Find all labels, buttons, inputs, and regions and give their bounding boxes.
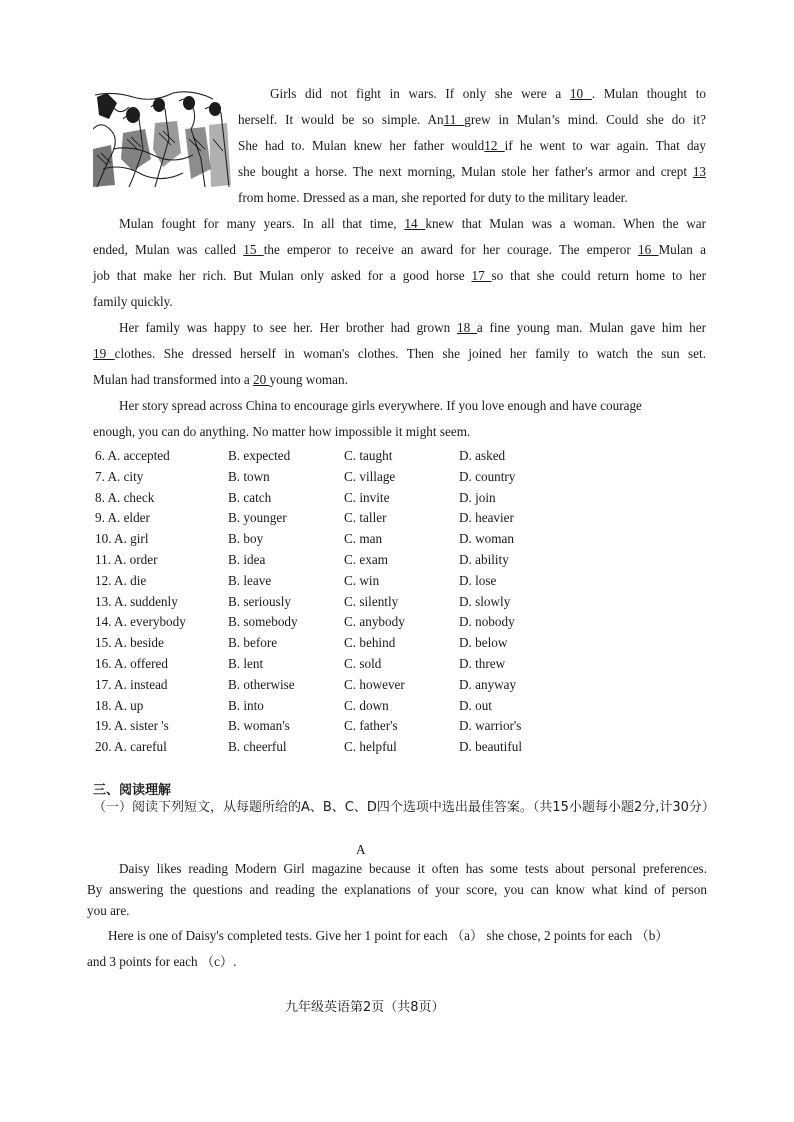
- option-11-a: 11. A. order: [95, 552, 158, 567]
- option-17-b: B. otherwise: [228, 676, 295, 692]
- option-11-b: B. idea: [228, 552, 266, 567]
- option-20-a: 20. A. careful: [95, 739, 167, 755]
- blank-20: 20: [253, 372, 270, 387]
- option-10-b: B. boy: [228, 531, 264, 547]
- text: so that she could return home to her: [491, 268, 707, 283]
- option-6-b: B. expected: [228, 448, 291, 463]
- option-12-a: 12. A. die: [95, 572, 147, 588]
- mulan-illustration: [93, 89, 233, 188]
- option-10-a: 10. A. girl: [95, 531, 149, 547]
- option-14-b: B. somebody: [228, 614, 298, 630]
- option-8-d: D. join: [459, 489, 496, 505]
- story-line-3: [238, 133, 706, 159]
- option-19-c: C. father's: [344, 718, 398, 734]
- option-7-b: B. town: [228, 468, 270, 484]
- text: herself. It would be so simple. An: [238, 112, 444, 127]
- passage-a-line-3: you are.: [87, 903, 130, 918]
- text: clothes. She dressed herself in woman's clothes. Then she joined her family to watch the sun set.: [114, 346, 706, 361]
- text: Mulan a: [658, 242, 706, 257]
- option-16-d: D. threw: [459, 656, 506, 671]
- option-11-d: D. ability: [459, 552, 509, 567]
- blank-12: 12: [484, 138, 505, 153]
- option-6-a: 6. A. accepted: [95, 448, 170, 463]
- option-9-a: 9. A. elder: [95, 510, 150, 526]
- story-line-5: [238, 185, 706, 211]
- story-line-8: [93, 263, 706, 289]
- text: grew in Mulan’s mind. Could she do it?: [464, 112, 706, 127]
- text: Mulan fought for many years. In all that time,: [119, 216, 405, 231]
- option-13-c: C. silently: [344, 593, 399, 609]
- option-15-b: B. before: [228, 635, 278, 651]
- text: if he went to war again. That day: [504, 138, 706, 153]
- story-line-4: [238, 159, 706, 185]
- option-19-b: B. woman's: [228, 718, 290, 734]
- option-9-d: D. heavier: [459, 510, 514, 526]
- blank-17: 17: [471, 268, 492, 283]
- passage-label: A: [356, 842, 366, 857]
- option-17-a: 17. A. instead: [95, 676, 168, 692]
- text: . Mulan thought to: [591, 86, 706, 101]
- blank-18: 18: [457, 320, 477, 335]
- option-7-c: C. village: [344, 468, 396, 484]
- blank-10: 10: [569, 86, 592, 101]
- option-8-a: 8. A. check: [95, 489, 155, 505]
- text: young woman.: [269, 372, 348, 387]
- option-16-c: C. sold: [344, 656, 382, 671]
- passage-a-line-4: Here is one of Daisy's completed tests. Give her 1 point for each （a） she chose, 2 points for each （b）: [108, 928, 669, 943]
- blank-14: 14: [404, 216, 426, 231]
- story-line-13: Her story spread across China to encourage girls everywhere. If you love enough and have courage: [119, 398, 642, 413]
- story-line-7: [93, 237, 706, 263]
- option-13-d: D. slowly: [459, 593, 511, 609]
- option-15-a: 15. A. beside: [95, 635, 164, 651]
- option-10-d: D. woman: [459, 531, 514, 547]
- story-line-11: [93, 341, 706, 367]
- option-11-c: C. exam: [344, 552, 388, 567]
- blank-19: 19: [93, 346, 115, 361]
- text: job that make her rich. But Mulan only asked for a good horse: [93, 268, 472, 283]
- option-6-d: D. asked: [459, 448, 506, 463]
- option-12-c: C. win: [344, 572, 380, 588]
- text: ended, Mulan was called: [93, 242, 244, 257]
- option-13-a: 13. A. suddenly: [95, 593, 178, 609]
- text: Girls did not fight in wars. If only she were a: [270, 86, 570, 101]
- blank-15: 15: [243, 242, 264, 257]
- option-10-c: C. man: [344, 531, 383, 547]
- text: from home. Dressed as a man, she reported for duty to the military leader.: [238, 190, 628, 205]
- option-14-c: C. anybody: [344, 614, 405, 630]
- option-15-d: D. below: [459, 635, 508, 651]
- section-instruction: （一）阅读下列短文，从每题所给的A、B、C、D四个选项中选出最佳答案。（共15小题每小题2分,计30分）: [93, 800, 715, 815]
- option-8-b: B. catch: [228, 489, 272, 505]
- text: the emperor to receive an award for her courage. The emperor: [263, 242, 638, 257]
- option-7-d: D. country: [459, 468, 516, 484]
- story-line-6: [93, 211, 706, 237]
- text: Her family was happy to see her. Her brother had grown: [119, 320, 457, 335]
- option-12-d: D. lose: [459, 572, 497, 588]
- option-8-c: C. invite: [344, 489, 390, 505]
- text: knew that Mulan was a woman. When the war: [425, 216, 706, 231]
- option-16-b: B. lent: [228, 656, 264, 671]
- blank-16: 16: [638, 242, 659, 257]
- option-20-c: C. helpful: [344, 739, 397, 755]
- option-17-c: C. however: [344, 676, 405, 692]
- option-13-b: B. seriously: [228, 593, 292, 609]
- text: Mulan had transformed into a: [93, 372, 254, 387]
- story-line-9: [93, 289, 706, 315]
- option-18-c: C. down: [344, 697, 389, 713]
- option-9-b: B. younger: [228, 510, 287, 526]
- blank-11: 11: [443, 112, 465, 127]
- story-line-14: enough, you can do anything. No matter how impossible it might seem.: [93, 424, 471, 439]
- passage-a-line-5: and 3 points for each （c）.: [87, 954, 237, 969]
- option-19-d: D. warrior's: [459, 718, 522, 734]
- blank-13: 13: [692, 164, 706, 179]
- option-20-d: D. beautiful: [459, 739, 522, 755]
- page-footer: 九年级英语第2页（共8页）: [285, 1000, 445, 1015]
- option-14-d: D. nobody: [459, 614, 515, 630]
- story-line-1: [238, 81, 706, 107]
- option-6-c: C. taught: [344, 448, 393, 463]
- option-12-b: B. leave: [228, 572, 272, 588]
- passage-a-line-2: By answering the questions and reading the explanations of your score, you can know what kind of person: [87, 882, 707, 897]
- option-16-a: 16. A. offered: [95, 656, 169, 671]
- option-15-c: C. behind: [344, 635, 396, 651]
- option-19-a: 19. A. sister 's: [95, 718, 169, 734]
- story-line-2: [238, 107, 706, 133]
- option-18-d: D. out: [459, 697, 492, 713]
- section-heading: 三、阅读理解: [93, 783, 172, 798]
- option-9-c: C. taller: [344, 510, 387, 526]
- option-18-b: B. into: [228, 697, 264, 713]
- story-line-10: [93, 315, 706, 341]
- option-7-a: 7. A. city: [95, 468, 144, 484]
- option-14-a: 14. A. everybody: [95, 614, 186, 630]
- text: family quickly.: [93, 294, 173, 309]
- text: a fine young man. Mulan gave him her: [476, 320, 706, 335]
- passage-a-line-1: Daisy likes reading Modern Girl magazine because it often has some tests about personal preferences.: [119, 861, 707, 876]
- option-20-b: B. cheerful: [228, 739, 287, 755]
- text: She had to. Mulan knew her father would: [238, 138, 485, 153]
- text: she bought a horse. The next morning, Mulan stole her father's armor and crept: [238, 164, 693, 179]
- option-17-d: D. anyway: [459, 676, 517, 692]
- story-line-12: [93, 367, 706, 393]
- option-18-a: 18. A. up: [95, 697, 144, 713]
